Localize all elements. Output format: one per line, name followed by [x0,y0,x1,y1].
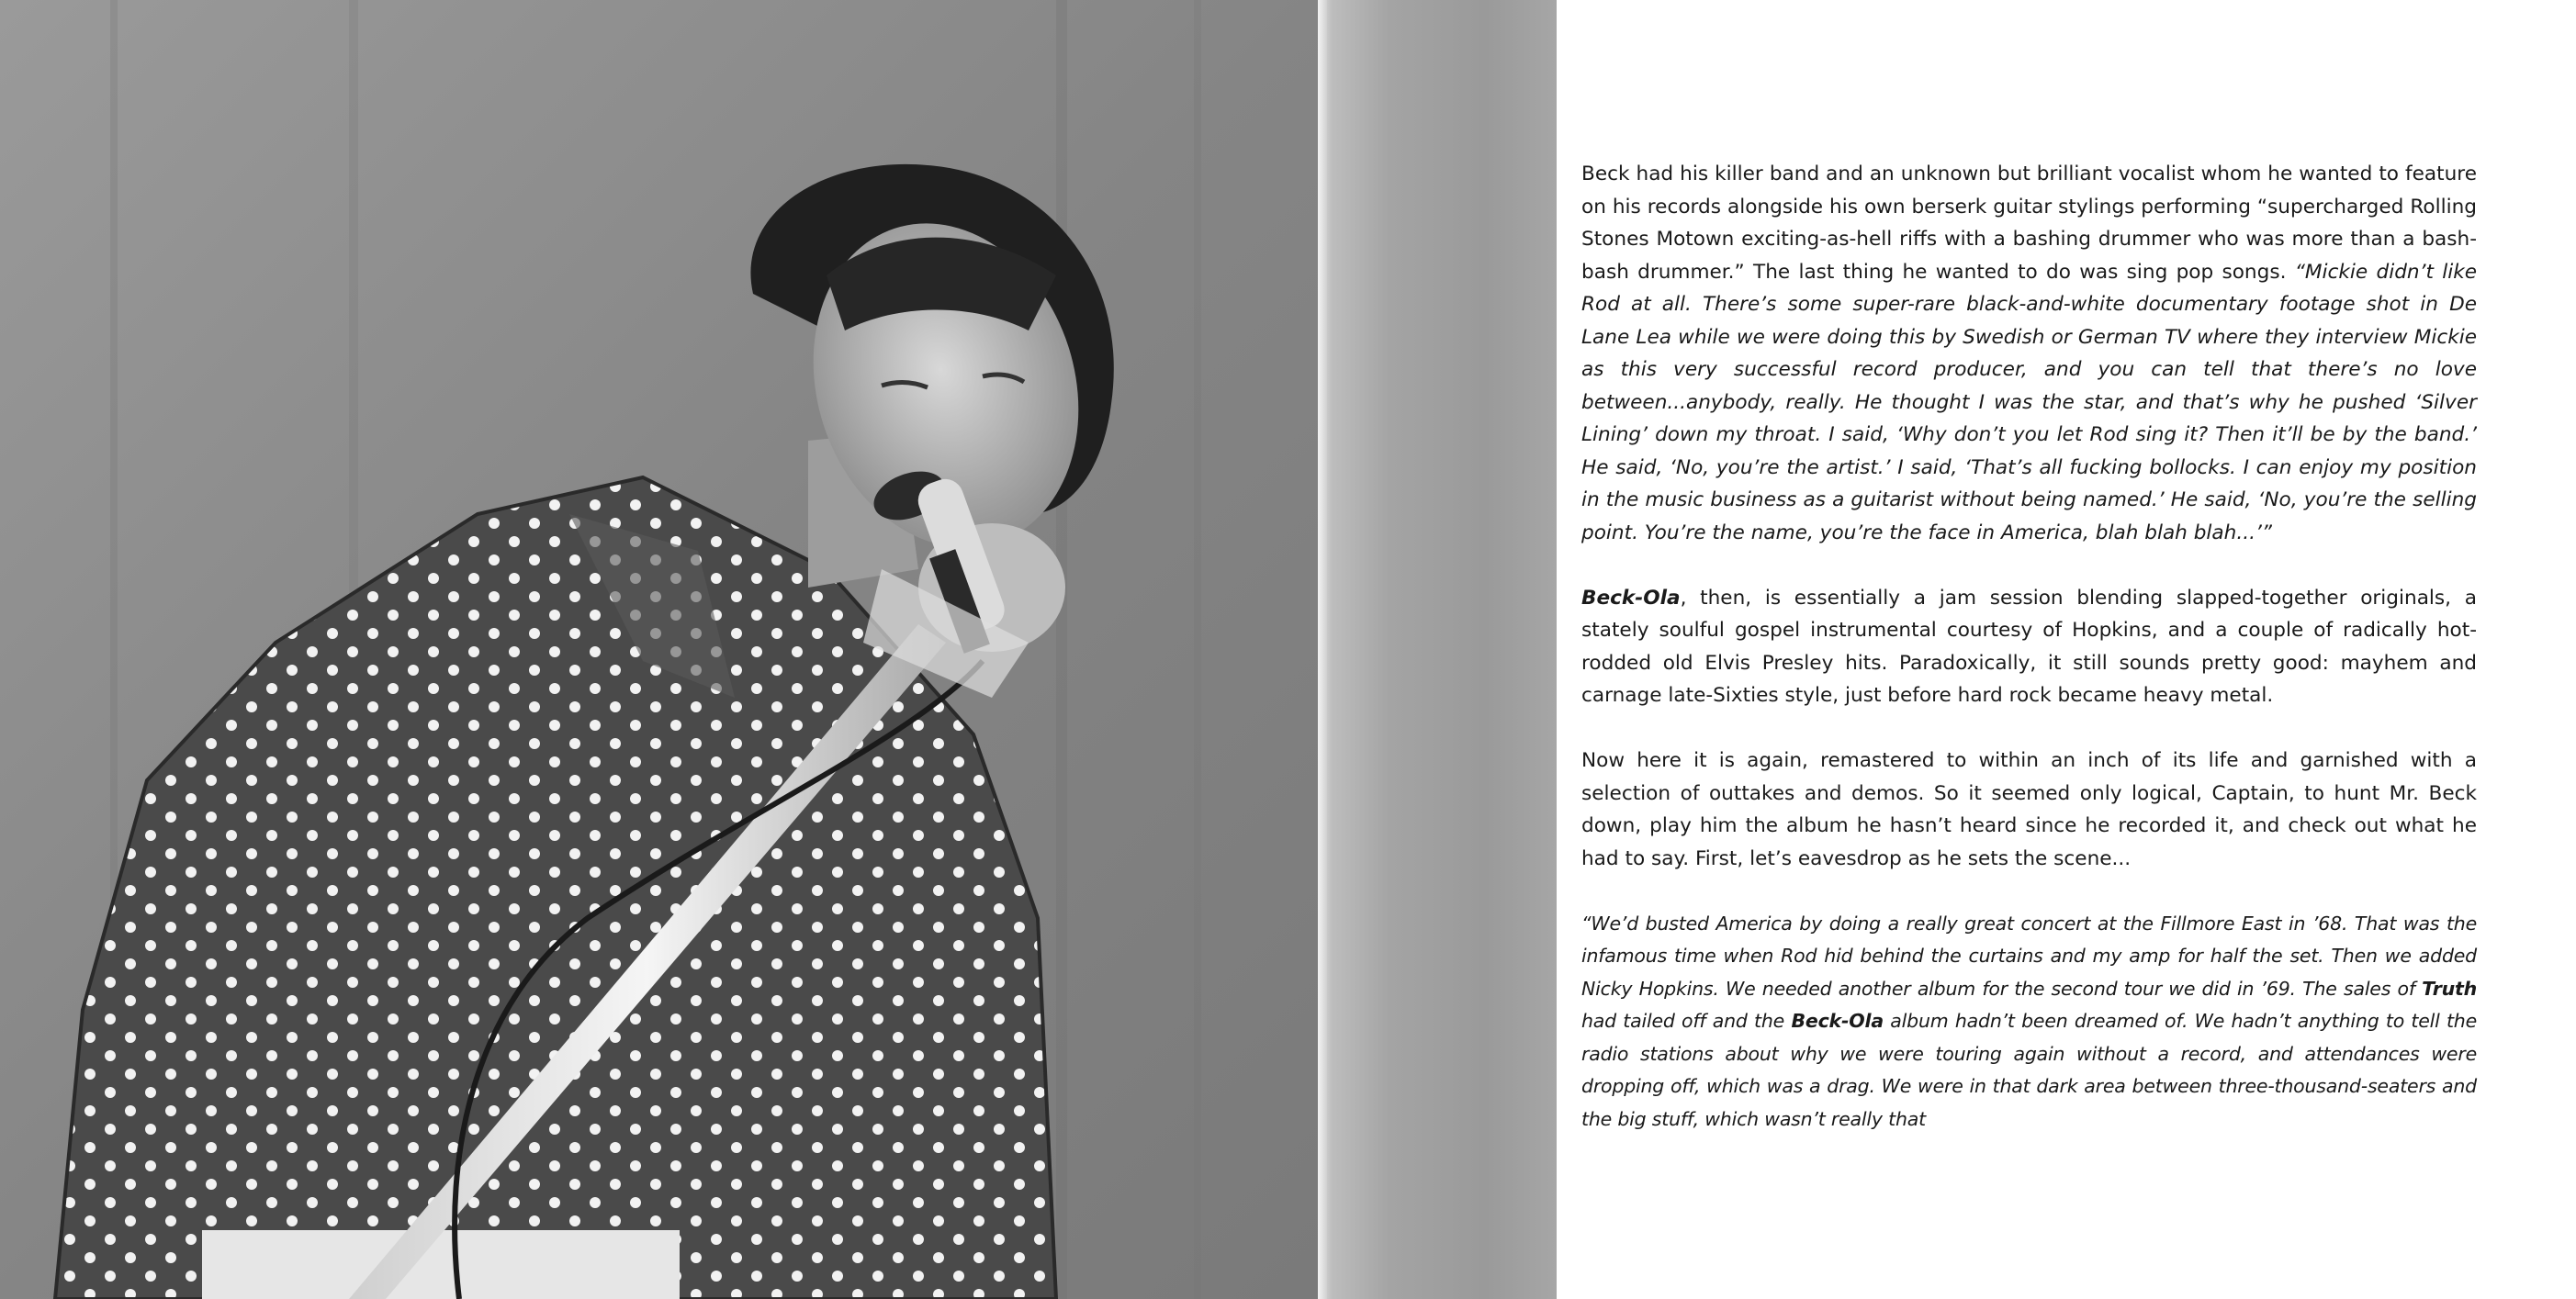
album-title-beck-ola: Beck-Ola [1791,1010,1884,1032]
quote-part-b: had tailed off and the [1581,1010,1792,1032]
remaster-text: Now here it is again, remastered to within an inch of its life and garnished with a selection of outtakes and demos. So it seemed only logical, Captain, to hunt Mr. Beck down, play him the album he hasn’t heard since he recorded it, and check out what he had to say. First, let’s eavesdrop as he sets the scene... [1581,749,2477,870]
page-spine [1318,0,1327,1299]
paragraph-remaster [1581,745,2477,875]
page-gutter [1318,0,1557,1299]
beck-ola-description: , then, is essentially a jam session blending slapped-together originals, a stately soulful gospel instrumental courtesy of Hopkins, and a couple of radically hot-rodded old Elvis Presley hits. Paradoxically, it still sounds pretty good: mayhem and carnage late-Sixties style, just before hard rock became heavy metal. [1581,586,2477,707]
album-title-truth: Truth [2422,977,2477,1000]
intro-text: Beck had his killer band and an unknown but brilliant vocalist whom he wanted to feature on his records alongside his own berserk guitar stylings performing “supercharged Rolling Stones Motown exciting-as-hell riffs with a bashing drummer who was more than a bash-bash drummer.” The last thing he wanted to do was sing pop songs. [1581,162,2477,284]
quote-part-a: “We’d busted America by doing a really great concert at the Fillmore East in ’68. That was the infamous time when Rod hid behind the curtains and my amp for half the set. Then we added Nicky Hopkins. We needed another album for the second tour we did in ’69. The sales of [1581,912,2477,1000]
article-text [1581,158,2477,1169]
album-title: Beck-Ola [1581,586,1681,610]
paragraph-fillmore-quote [1581,908,2477,1137]
quote-part-c: album hadn’t been dreamed of. We hadn’t anything to tell the radio stations about why we were touring again without a record, and attendances were dropping off, which was a drag. We were in that dark area between three-thousand-seaters and the big stuff, which wasn’t really that [1581,1010,2477,1130]
intro-quote: “Mickie didn’t like Rod at all. There’s some super-rare black-and-white documentary footage shot in De Lane Lea while we were doing this by Swedish or German TV where they interview Mickie as this very successful record producer, and you can tell that there’s no love between...anybody, really. He thought I was the star, and that’s why he pushed ‘Silver Lining’ down my throat. I said, ‘Why don’t you let Rod sing it? Then it’ll be by the band.’ He said, ‘No, you’re the artist.’ I said, ‘That’s all fucking bollocks. I can enjoy my position in the music business as a guitarist without being named.’ He said, ‘No, you’re the selling point. You’re the name, you’re the face in America, blah blah blah...’” [1581,260,2477,544]
paragraph-intro [1581,158,2477,549]
paragraph-beck-ola [1581,582,2477,712]
